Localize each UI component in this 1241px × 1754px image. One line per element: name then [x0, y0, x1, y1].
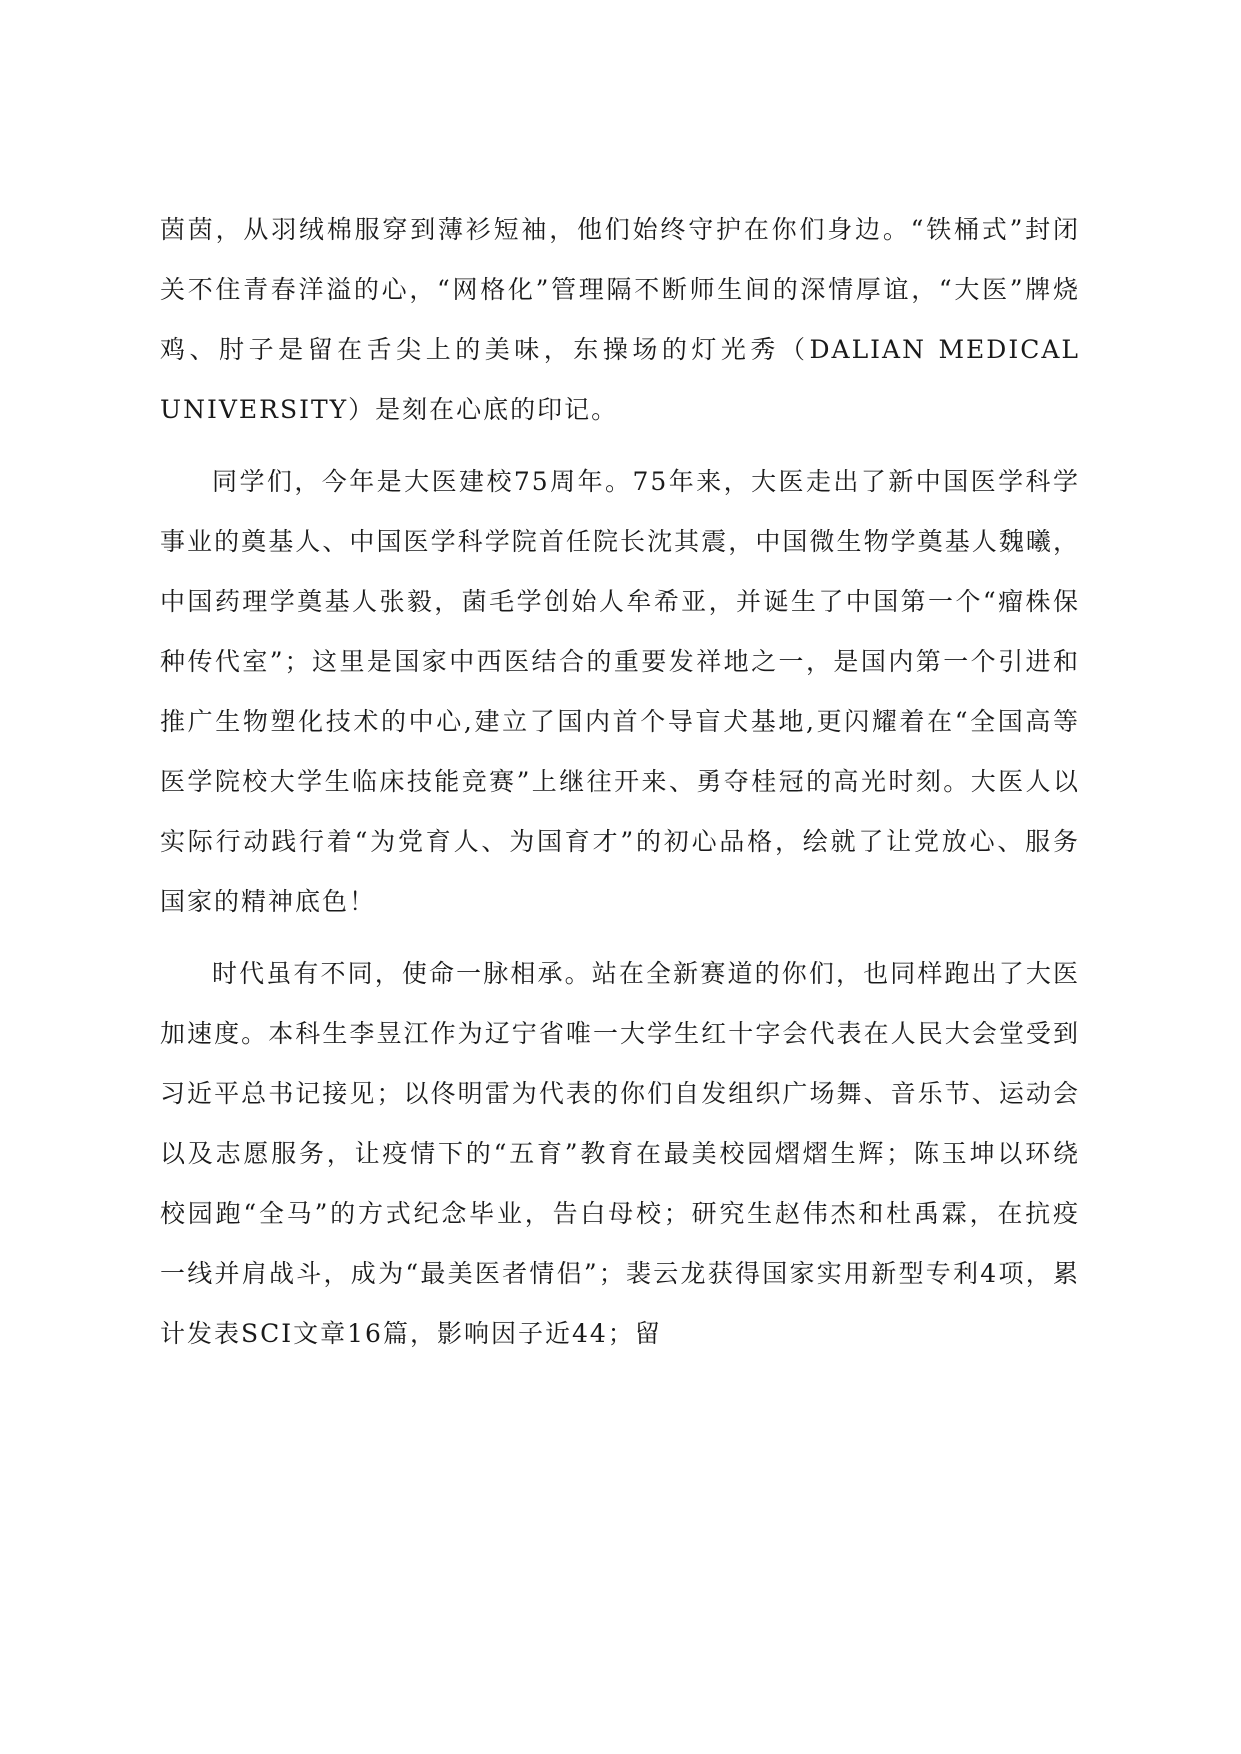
paragraph-3: 时代虽有不同，使命一脉相承。站在全新赛道的你们，也同样跑出了大医加速度。本科生李昱江作为辽宁省唯一大学生红十字会代表在人民大会堂受到习近平总书记接见；以佟明雷为代表的你们自发组织广场舞、音乐节、运动会以及志愿服务，让疫情下的“五育”教育在最美校园熠熠生辉；陈玉坤以环绕校园跑“全马”的方式纪念毕业，告白母校；研究生赵伟杰和杜禹霖，在抗疫一线并肩战斗，成为“最美医者情侣”；裴云龙获得国家实用新型专利4项，累计发表SCI文章16篇，影响因子近44；留: [160, 959, 1080, 1348]
document-body: [160, 200, 1080, 1376]
paragraph-2: 同学们，今年是大医建校75周年。75年来，大医走出了新中国医学科学事业的奠基人、中国医学科学院首任院长沈其震，中国微生物学奠基人魏曦，中国药理学奠基人张毅，菌毛学创始人牟希亚，并诞生了中国第一个“瘤株保种传代室”；这里是国家中西医结合的重要发祥地之一，是国内第一个引进和推广生物塑化技术的中心,建立了国内首个导盲犬基地,更闪耀着在“全国高等医学院校大学生临床技能竞赛”上继往开来、勇夺桂冠的高光时刻。大医人以实际行动践行着“为党育人、为国育才”的初心品格，绘就了让党放心、服务国家的精神底色！: [160, 467, 1080, 916]
paragraph-1: 茵茵，从羽绒棉服穿到薄衫短袖，他们始终守护在你们身边。“铁桶式”封闭关不住青春洋溢的心，“网格化”管理隔不断师生间的深情厚谊，“大医”牌烧鸡、肘子是留在舌尖上的美味，东操场的灯光秀（DALIAN MEDICAL UNIVERSITY）是刻在心底的印记。: [160, 215, 1080, 424]
